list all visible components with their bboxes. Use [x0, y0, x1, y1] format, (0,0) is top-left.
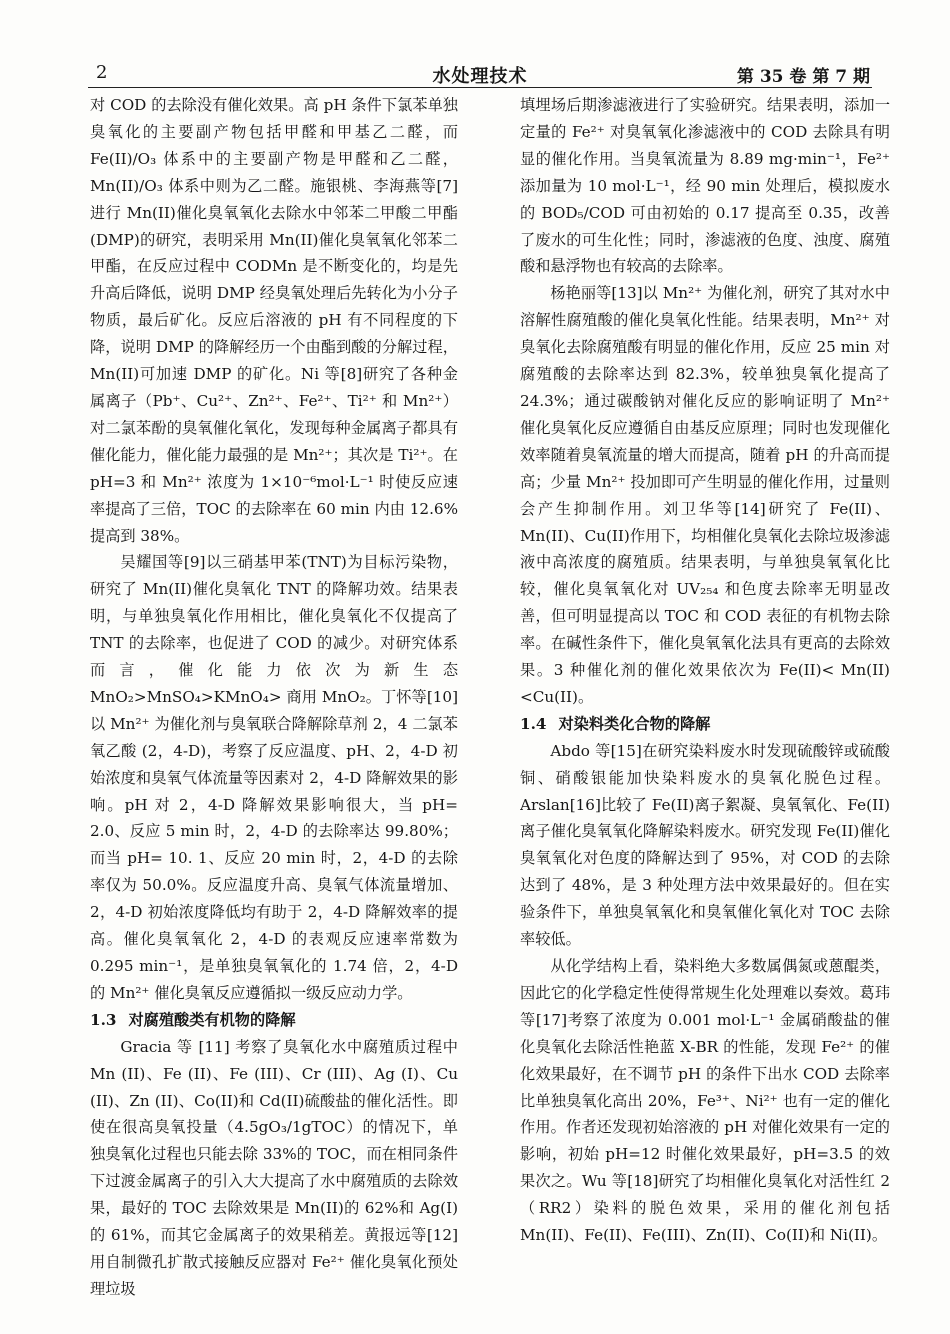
section-heading: [90, 1007, 458, 1034]
section-title: 对腐殖酸类有机物的降解: [128, 1010, 296, 1029]
paragraph: 杨艳丽等[13]以 Mn²⁺ 为催化剂，研究了其对水中溶解性腐殖酸的催化臭氧化性能。结果表明，Mn²⁺ 对臭氧化去除腐殖酸有明显的催化作用，反应 25 min 对腐殖酸的去除率达到 82.3%，较单独臭氧化提高了 24.3%；通过碳酸钠对催化反应的影响证明了 Mn²⁺ 催化臭氧化反应遵循自由基反应原理；同时也发现催化效率随着臭氧流量的增大而提高，随着 pH 的升高而提高；少量 Mn²⁺ 投加即可产生明显的催化作用，过量则会产生抑制作用。刘卫华等[14]研究了 Fe(II)、Mn(II)、Cu(II)作用下，均相催化臭氧化去除垃圾渗滤液中高浓度的腐殖质。结果表明，与单独臭氧氧化比较，催化臭氧氧化对 UV₂₅₄ 和色度去除率无明显改善，但可明显提高以 TOC 和 COD 表征的有机物去除率。在碱性条件下，催化臭氧氧化法具有更高的去除效果。3 种催化剂的催化效果依次为 Fe(II)< Mn(II)<Cu(II)。: [520, 284, 890, 706]
left-column: [90, 92, 458, 1322]
running-header: [90, 62, 870, 90]
paragraph: Gracia 等 [11] 考察了臭氧化水中腐殖质过程中 Mn (II)、Fe (II)、Fe (III)、Cr (III)、Ag (I)、Cu (II)、Zn (II)、Co(II)和 Cd(II)硫酸盐的催化活性。即使在很高臭氧投量（4.5gO₃/1gTOC）的情况下，单独臭氧化过程也只能去除 33%的 TOC，而在相同条件下过渡金属离子的引入大大提高了水中腐殖质的去除效果，最好的 TOC 去除效果是 Mn(II)的 62%和 Ag(I)的 61%，而其它金属离子的效果稍差。黄报远等[12]用自制微孔扩散式接触反应器对 Fe²⁺ 催化臭氧化预处理垃圾: [90, 1037, 458, 1298]
section-title: 对染料类化合物的降解: [558, 714, 711, 733]
section-number: 1.4: [520, 714, 547, 733]
paragraph: 吴耀国等[9]以三硝基甲苯(TNT)为目标污染物，研究了 Mn(II)催化臭氧化 TNT 的降解功效。结果表明，与单独臭氧化作用相比，催化臭氧化不仅提高了 TNT 的去除率，也促进了 COD 的减少。对研究体系而言，催化能力依次为新生态 MnO₂>MnSO₄>KMnO₄> 商用 MnO₂。丁怀等[10]以 Mn²⁺ 为催化剂与臭氧联合降解除草剂 2，4 二氯苯氧乙酸 (2，4-D)，考察了反应温度、pH、2，4-D 初始浓度和臭氧气体流量等因素对 2，4-D 降解效果的影响。pH 对 2，4-D 降解效果影响很大，当 pH= 2.0、反应 5 min 时，2，4-D 的去除率达 99.80%；而当 pH= 10. 1、反应 20 min 时，2，4-D 的去除率仅为 50.0%。反应温度升高、臭氧气体流量增加、2，4-D 初始浓度降低均有助于 2，4-D 降解效率的提高。催化臭氧氧化 2，4-D 的表观反应速率常数为 0.295 min⁻¹，是单独臭氧氧化的 1.74 倍，2，4-D 的 Mn²⁺ 催化臭氧反应遵循拟一级反应动力学。: [90, 553, 458, 1002]
paragraph: 填埋场后期渗滤液进行了实验研究。结果表明，添加一定量的 Fe²⁺ 对臭氧氧化渗滤液中的 COD 去除具有明显的催化作用。当臭氧流量为 8.89 mg·min⁻¹，Fe²⁺ 添加量为 10 mol·L⁻¹，经 90 min 处理后，模拟废水的 BOD₅/COD 可由初始的 0.17 提高至 0.35，改善了废水的可生化性；同时，渗滤液的色度、浊度、腐殖酸和悬浮物也有较高的去除率。: [520, 96, 890, 276]
page-number: 2: [96, 62, 108, 83]
header-rule: [88, 87, 872, 88]
paragraph: Abdo 等[15]在研究染料废水时发现硫酸锌或硫酸铜、硝酸银能加快染料废水的臭氧化脱色过程。Arslan[16]比较了 Fe(II)离子絮凝、臭氧氧化、Fe(II)离子催化臭氧氧化降解染料废水。研究发现 Fe(II)催化臭氧氧化对色度的降解达到了 95%，对 COD 的去除达到了 48%，是 3 种处理方法中效果最好的。但在实验条件下，单独臭氧氧化和臭氧催化氧化对 TOC 去除率较低。: [520, 741, 890, 949]
issue-info: 第 35 卷 第 7 期: [736, 67, 870, 87]
journal-name: 水处理技术: [432, 66, 528, 87]
right-column: [520, 92, 890, 1322]
section-heading: [520, 711, 890, 738]
paragraph: 对 COD 的去除没有催化效果。高 pH 条件下氯苯单独臭氧化的主要副产物包括甲醛和甲基乙二醛，而 Fe(II)/O₃ 体系中的主要副产物是甲醛和乙二醛，Mn(II)/O₃ 体系中则为乙二醛。施银桃、李海燕等[7]进行 Mn(II)催化臭氧氧化去除水中邻苯二甲酸二甲酯(DMP)的研究，表明采用 Mn(II)催化臭氧氧化邻苯二甲酯，在反应过程中 CODMn 是不断变化的，均是先升高后降低，说明 DMP 经臭氧处理后先转化为小分子物质，最后矿化。反应后溶液的 pH 有不同程度的下降，说明 DMP 的降解经历一个由酯到酸的分解过程，Mn(II)可加速 DMP 的矿化。Ni 等[8]研究了各种金属离子（Pb⁺、Cu²⁺、Zn²⁺、Fe²⁺、Ti²⁺ 和 Mn²⁺）对二氯苯酚的臭氧催化氧化，发现每种金属离子都具有催化能力，催化能力最强的是 Mn²⁺；其次是 Ti²⁺。在 pH=3 和 Mn²⁺ 浓度为 1×10⁻⁶mol·L⁻¹ 时使反应速率提高了三倍，TOC 的去除率在 60 min 内由 12.6%提高到 38%。: [90, 96, 458, 545]
paragraph: 从化学结构上看，染料绝大多数属偶氮或蒽醌类，因此它的化学稳定性使得常规生化处理难以奏效。葛玮等[17]考察了浓度为 0.001 mol·L⁻¹ 金属硝酸盐的催化臭氧化去除活性艳蓝 X-BR 的性能，发现 Fe²⁺ 的催化效果最好，在不调节 pH 的条件下出水 COD 去除率比单独臭氧化高出 20%，Fe³⁺、Ni²⁺ 也有一定的催化作用。作者还发现初始溶液的 pH 对催化效果有一定的影响，初始 pH=12 时催化效果最好，pH=3.5 的效果次之。Wu 等[18]研究了均相催化臭氧化对活性红 2（RR2）染料的脱色效果，采用的催化剂包括 Mn(II)、Fe(II)、Fe(III)、Zn(II)、Co(II)和 Ni(II)。: [520, 957, 890, 1245]
section-number: 1.3: [90, 1010, 117, 1029]
